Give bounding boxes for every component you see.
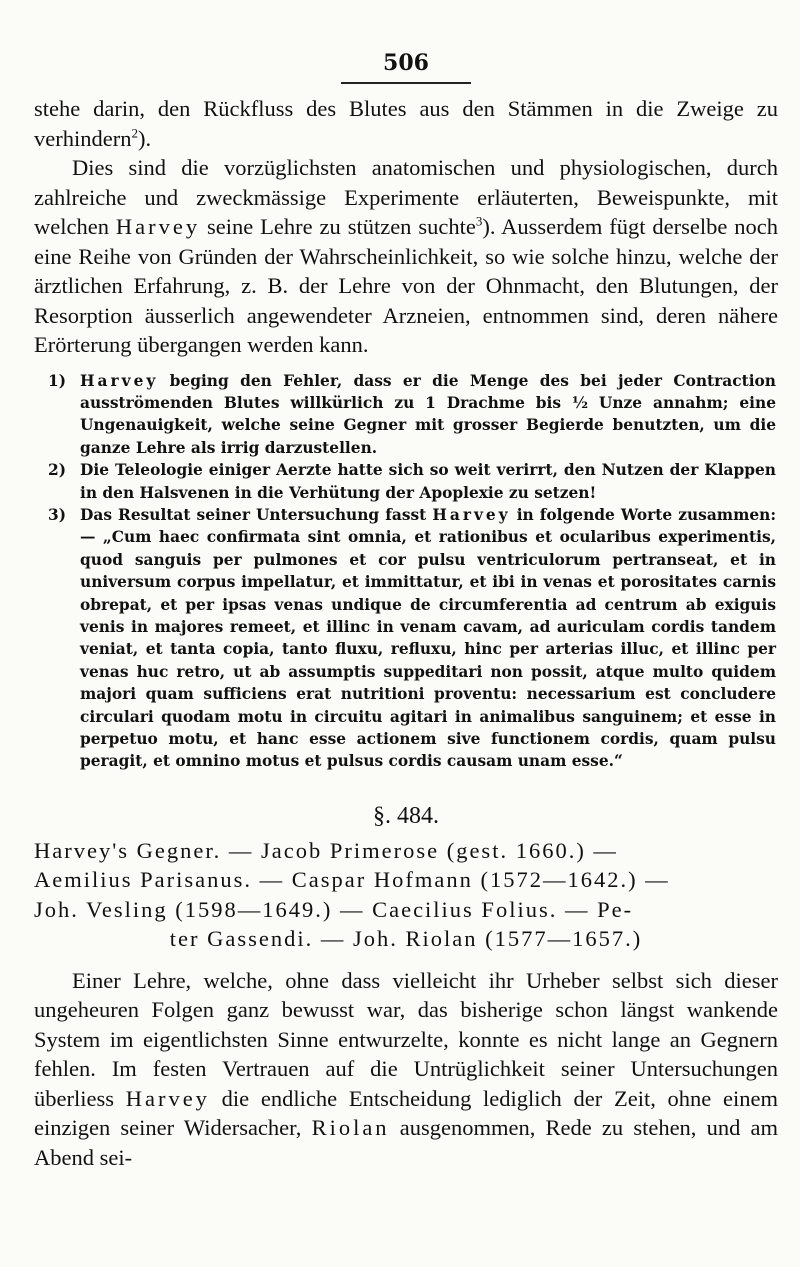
person-name: Riolan (311, 1115, 390, 1141)
page-number: 506 (383, 50, 429, 76)
subtitle-line: Harvey's Gegner. — Jacob Primerose (gest. 1660.) — (34, 837, 618, 863)
paragraph-continuation (34, 94, 778, 153)
footnote-ref-3: 3 (475, 213, 483, 229)
subtitle-line: Joh. Vesling (1598—1649.) — Caecilius Folius. — Pe- (34, 896, 634, 922)
subtitle-line: Aemilius Parisanus. — Caspar Hofmann (1572—1642.) — (34, 867, 670, 893)
paragraph-text: ausgenommen, Rede zu stehen, und am Abend sei- (34, 1115, 779, 1170)
footnote-mark: 2) (48, 461, 66, 480)
footnote-body: beging den Fehler, dass er die Menge des bei jeder Contraction ausströmenden Blutes willkürlich zu 1 Drachme bis ½ Unze annahm; eine Ungenauigkeit, welche seine Gegner mit grosser Begierde benutzten, um die ganze Lehre als irrig darzustellen. (80, 371, 776, 457)
footnote-text: Die Teleologie einiger Aerzte hatte sich so weit verirrt, den Nutzen der Klappen in den Halsvenen in die Verhütung der Apoplexie zu setzen! (80, 461, 776, 502)
person-name: Harvey (80, 371, 159, 390)
paragraph-opponents (34, 966, 778, 1173)
section-heading: §. 484. (373, 802, 439, 829)
person-name: Harvey (125, 1085, 210, 1111)
paragraph-text: die endliche Entscheidung lediglich der Zeit, ohne einem einzigen seiner Widersacher, (34, 1085, 779, 1141)
footnote-text (80, 504, 778, 773)
footnote-mark: 3) (48, 505, 66, 524)
paragraph-text: Dies sind die vorzüglichsten anatomischen und physiologischen, durch zahlreiche und zweckmässige Experimente erläuterten, Beweispunkte, mit welchen (34, 155, 778, 239)
main-text-section (34, 966, 778, 1173)
footnote-3 (34, 504, 778, 773)
paragraph-text: ). Ausserdem fügt derselbe noch eine Reihe von Gründen der Wahrscheinlichkeit, so wie solche hinzu, welche der ärztlichen Erfahrung, z. B. der Lehre von der Ohnmacht, den Blutungen, der Resorption äusserlich angewendeter Arzneien, entnommen sind, deren nähere Erörterung übergangen werden kann. (34, 214, 779, 357)
subtitle-line: ter Gassendi. — Joh. Riolan (1577—1657.) (169, 926, 643, 952)
footnote-mark: 1) (48, 371, 66, 390)
footnotes (34, 370, 778, 773)
person-name: Harvey (432, 505, 511, 524)
footnote-2 (34, 459, 778, 504)
paragraph-text: stehe darin, den Rückfluss des Blutes aus den Stämmen in die Zweige zu verhindern (34, 96, 778, 151)
paragraph-text: seine Lehre zu stützen suchte (207, 214, 476, 239)
footnote-ref-2: 2 (131, 125, 138, 140)
footnote-text (80, 370, 778, 460)
footnote-quote: in folgende Worte zusammen: — „Cum haec confirmata sint omnia, et rationibus et ocularibus experimentis, quod sanguis per pulmones et cor pulsu ventriculorum pertranseat, et in universum corpus impellatur, et immittatur, et ibi in venas et porositates carnis obrepat, et per ipsas venas undique de circumferentia ad centrum ab exiguis venis in majores remeet, et illinc in venam cavam, ad auriculam cordis tandem veniat, et tanta copia, tanto fluxu, refluxu, hinc per arterias illuc, et illinc per venas huc retro, ut ab assumptis suppeditari non possit, atque multo quidem majori quam sufficiens erat nutritioni proventu: necessarium est concludere circulari quodam motu in circuitu agitari in animalibus sanguinem; et esse in perpetuo motu, et hanc esse actionem sive functionem cordis, quam pulsu peragit, et omnino motus et pulsus cordis causam unam esse.“ (80, 505, 777, 771)
footnote-body: Das Resultat seiner Untersuchung fasst (80, 505, 427, 524)
page-number-rule (341, 82, 471, 84)
section-subtitle (34, 836, 778, 954)
main-text (34, 94, 778, 360)
paragraph-arguments (34, 153, 778, 360)
paragraph-text: ). (137, 125, 152, 151)
paragraph-text: Einer Lehre, welche, ohne dass vielleicht ihr Urheber selbst sich dieser ungeheuren Folgen ganz bewusst war, das bisherige schon längst wankende System im eigentlichsten Sinne entwurzelte, konnte es nicht lange an Gegnern fehlen. Im festen Vertrauen auf die Untrüglichkeit seiner Untersuchungen überliess (34, 967, 778, 1111)
footnote-1 (34, 370, 778, 460)
person-name: Harvey (115, 214, 201, 239)
